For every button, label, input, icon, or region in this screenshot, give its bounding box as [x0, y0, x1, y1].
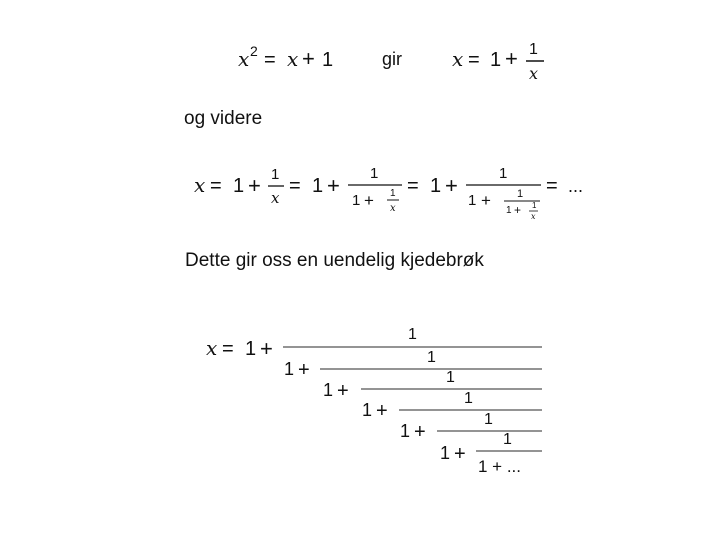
- eq2-equals-1: =: [210, 175, 222, 197]
- eq2-one-1: 1: [233, 175, 245, 197]
- eq1-result-plus: +: [505, 46, 518, 71]
- eq3-num-5: 1: [484, 411, 493, 428]
- eq2-frac2-den-one: 1: [352, 192, 361, 209]
- eq1-plus: +: [302, 46, 315, 71]
- eq3-one-5: 1: [440, 443, 451, 463]
- eq3-one-0: 1: [245, 338, 257, 360]
- eq3-plus-1: +: [298, 359, 310, 381]
- eq2-ellipsis: ...: [568, 176, 584, 196]
- eq2-frac3-subsub-plus: +: [514, 203, 522, 217]
- eq2-frac2-sub-den: x: [390, 203, 396, 214]
- eq3-x: x: [206, 336, 218, 360]
- eq2-frac3-den-one: 1: [468, 192, 477, 209]
- eq3-plus-5: +: [454, 443, 466, 465]
- eq3-plus-0: +: [260, 336, 273, 361]
- eq2-frac2-sub-num: 1: [390, 188, 396, 199]
- eq1-equals: =: [264, 49, 276, 71]
- eq2-frac1-num: 1: [271, 166, 280, 183]
- eq2-frac3-subsub-den: x: [531, 212, 536, 221]
- eq2-plus-3: +: [445, 173, 458, 198]
- eq1-gir-word: gir: [382, 49, 403, 69]
- eq3-tail: 1 + ...: [478, 457, 521, 476]
- eq2-one-3: 1: [430, 175, 442, 197]
- text-og-videre: og videre: [184, 108, 263, 129]
- eq2-equals-4: =: [546, 175, 558, 197]
- eq2-frac2-den-plus: +: [364, 191, 374, 210]
- text-dette-gir: Dette gir oss en uendelig kjedebrøk: [185, 250, 484, 271]
- eq1-frac-numerator: 1: [529, 41, 538, 58]
- eq3-plus-4: +: [414, 421, 426, 443]
- eq3-num-3: 1: [446, 369, 455, 386]
- eq1-rhs-var: x: [287, 47, 299, 71]
- eq1-lhs-var: x: [238, 47, 250, 71]
- eq3-one-3: 1: [362, 400, 373, 420]
- eq2-frac3-subsub-num: 1: [532, 201, 537, 210]
- eq2-equals-2: =: [289, 175, 301, 197]
- eq2-equals-3: =: [407, 175, 419, 197]
- eq3-num-1: 1: [408, 326, 417, 343]
- eq1-one: 1: [322, 49, 334, 71]
- eq3-plus-2: +: [337, 380, 349, 402]
- eq3-one-4: 1: [400, 421, 411, 441]
- eq2-frac2-num: 1: [370, 165, 379, 182]
- eq3-num-2: 1: [427, 349, 436, 366]
- eq2-frac3-sub-num: 1: [517, 188, 524, 200]
- eq3-num-4: 1: [464, 390, 473, 407]
- eq1-result-var: x: [452, 47, 464, 71]
- eq2-frac3-subsub-one: 1: [506, 205, 512, 216]
- eq2-x: x: [194, 173, 206, 197]
- eq2-plus-1: +: [248, 173, 261, 198]
- eq3-num-6: 1: [503, 431, 512, 448]
- eq2-plus-2: +: [327, 173, 340, 198]
- eq1-result-one: 1: [490, 49, 502, 71]
- eq2-frac1-den: x: [271, 189, 280, 207]
- eq3-equals: =: [222, 338, 234, 360]
- eq1-frac-denominator: x: [529, 64, 539, 83]
- eq3-plus-3: +: [376, 400, 388, 422]
- eq1-result-equals: =: [468, 49, 480, 71]
- eq2-frac3-num: 1: [499, 165, 508, 182]
- eq3-one-1: 1: [284, 359, 295, 379]
- eq2-frac3-den-plus: +: [481, 191, 491, 210]
- eq2-one-2: 1: [312, 175, 324, 197]
- eq1-exponent: 2: [250, 43, 258, 59]
- eq3-one-2: 1: [323, 380, 334, 400]
